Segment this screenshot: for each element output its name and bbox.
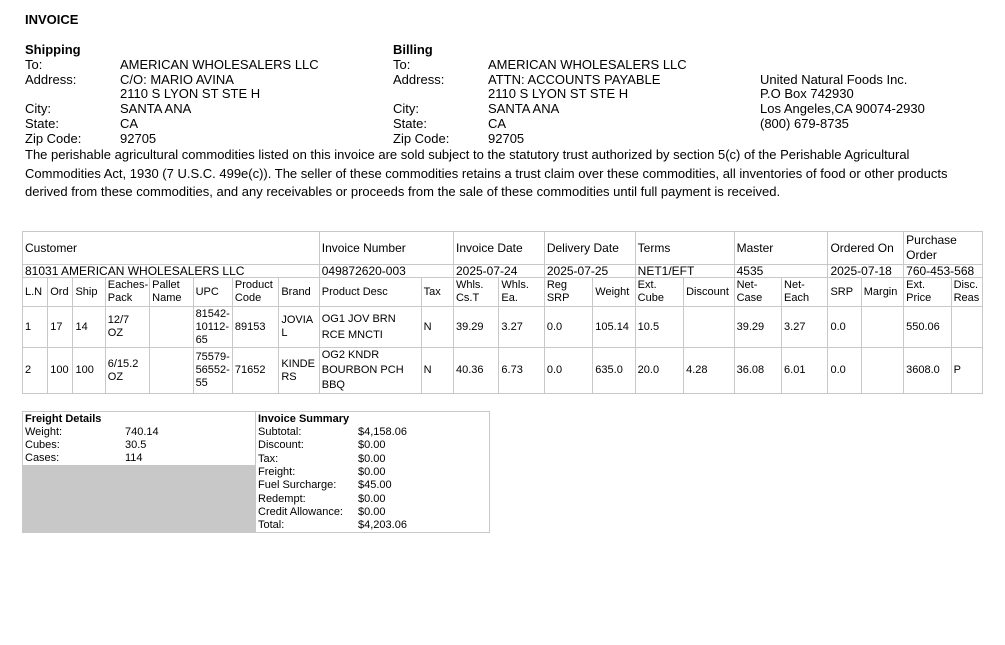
cell-ord: 100: [48, 348, 73, 394]
shipping-state: CA: [120, 116, 139, 131]
col-weight: Weight: [593, 278, 635, 307]
billing-city: SANTA ANA: [488, 101, 560, 116]
cell-net-case: 39.29: [734, 307, 781, 348]
col-whls-ea: Whls. Ea.: [499, 278, 544, 307]
col-discount: Discount: [684, 278, 734, 307]
customer-label: Customer: [23, 232, 320, 265]
col-ship: Ship: [73, 278, 105, 307]
freight-cubes-label: Cubes:: [25, 439, 60, 451]
col-product-desc: Product Desc: [319, 278, 421, 307]
cell-ext-price: 550.06: [904, 307, 951, 348]
cell-net-each: 3.27: [782, 307, 828, 348]
summary-subtotal-label: Subtotal:: [258, 426, 302, 438]
line-items-table: [22, 231, 983, 394]
cell-ship: 100: [73, 348, 105, 394]
cell-whls-cst: 39.29: [453, 307, 498, 348]
col-upc: UPC: [193, 278, 232, 307]
purchase-order-value: 760-453-568: [904, 265, 983, 278]
summary-freight-label: Freight:: [258, 465, 296, 478]
summary-redempt-label: Redempt:: [258, 492, 306, 505]
billing-city-label: City:: [393, 101, 419, 116]
delivery-date-label: Delivery Date: [544, 232, 635, 265]
cell-weight: 105.14: [593, 307, 635, 348]
freight-grey-area: [23, 465, 255, 532]
col-pallet-name: Pallet Name: [150, 278, 193, 307]
cell-reg-srp: 0.0: [544, 348, 592, 394]
billing-address-line2: 2110 S LYON ST STE H: [488, 86, 629, 101]
billing-state: CA: [488, 116, 507, 131]
cell-product-code: 89153: [232, 307, 278, 348]
shipping-zip-label: Zip Code:: [25, 131, 82, 146]
col-tax: Tax: [421, 278, 453, 307]
cell-ln: 1: [23, 307, 48, 348]
shipping-city: SANTA ANA: [120, 101, 192, 116]
master-value: 4535: [734, 265, 828, 278]
summary-total-label: Total:: [258, 519, 285, 532]
cell-margin: [861, 307, 903, 348]
delivery-date-value: 2025-07-25: [544, 265, 635, 278]
seller-address: P.O Box 742930: [760, 86, 854, 101]
summary-tax-value: $0.00: [358, 452, 386, 465]
shipping-zip: 92705: [120, 131, 157, 146]
summary-title: Invoice Summary: [258, 413, 350, 425]
col-whls-cst: Whls. Cs.T: [453, 278, 498, 307]
summary-redempt-value: $0.00: [358, 492, 386, 505]
freight-weight-label: Weight:: [25, 426, 63, 438]
shipping-heading: Shipping: [25, 42, 81, 57]
cell-upc: 75579-56552-55: [193, 348, 232, 394]
cell-net-each: 6.01: [782, 348, 828, 394]
terms-label: Terms: [635, 232, 734, 265]
billing-zip-label: Zip Code:: [393, 131, 450, 146]
cell-whls-ea: 3.27: [499, 307, 544, 348]
cell-whls-cst: 40.36: [453, 348, 498, 394]
cell-eaches-pack: 6/15.2 OZ: [105, 348, 149, 394]
line-item-row: [23, 307, 983, 348]
billing-zip: 92705: [488, 131, 525, 146]
cell-ext-price: 3608.0: [904, 348, 951, 394]
billing-to: AMERICAN WHOLESALERS LLC: [488, 57, 687, 72]
col-net-each: Net-Each: [782, 278, 828, 307]
shipping-address-label: Address:: [25, 72, 77, 87]
cell-discount: 4.28: [684, 348, 734, 394]
invoice-title: INVOICE: [25, 12, 79, 27]
freight-weight: 740.14: [125, 426, 159, 438]
col-srp: SRP: [828, 278, 861, 307]
invoice-number-label: Invoice Number: [319, 232, 453, 265]
ordered-on-value: 2025-07-18: [828, 265, 904, 278]
cell-pallet-name: [150, 307, 193, 348]
col-ext-price: Ext. Price: [904, 278, 951, 307]
col-disc-reas: Disc. Reas: [951, 278, 982, 307]
billing-state-label: State:: [393, 116, 427, 131]
cell-ln: 2: [23, 348, 48, 394]
col-ln: L.N: [23, 278, 48, 307]
seller-phone: (800) 679-8735: [760, 116, 849, 131]
cell-ext-cube: 20.0: [635, 348, 683, 394]
cell-product-desc: OG2 KNDR BOURBON PCH BBQ: [319, 348, 421, 394]
header-value-row: [23, 265, 983, 278]
cell-pallet-name: [150, 348, 193, 394]
col-ext-cube: Ext. Cube: [635, 278, 683, 307]
cell-ext-cube: 10.5: [635, 307, 683, 348]
customer-value: 81031 AMERICAN WHOLESALERS LLC: [23, 265, 320, 278]
summary-tax-label: Tax:: [258, 452, 279, 465]
master-label: Master: [734, 232, 828, 265]
col-eaches-pack: Eaches-Pack: [105, 278, 149, 307]
cell-brand: KINDERS: [279, 348, 319, 394]
invoice-date-label: Invoice Date: [453, 232, 544, 265]
summary-credit-allowance-value: $0.00: [358, 505, 386, 518]
cell-disc-reas: P: [951, 348, 982, 394]
freight-cubes: 30.5: [125, 439, 147, 451]
invoice-date-value: 2025-07-24: [453, 265, 544, 278]
line-item-row: [23, 348, 983, 394]
col-margin: Margin: [861, 278, 903, 307]
cell-eaches-pack: 12/7 OZ: [105, 307, 149, 348]
cell-brand: JOVIAL: [279, 307, 319, 348]
purchase-order-label: Purchase Order: [904, 232, 983, 265]
shipping-address-line2: 2110 S LYON ST STE H: [120, 86, 261, 101]
invoice-summary-box: [255, 411, 490, 533]
cell-product-desc: OG1 JOV BRN RCE MNCTI: [319, 307, 421, 348]
cell-ord: 17: [48, 307, 73, 348]
cell-reg-srp: 0.0: [544, 307, 592, 348]
freight-title: Freight Details: [25, 413, 102, 425]
cell-tax: N: [421, 307, 453, 348]
shipping-to: AMERICAN WHOLESALERS LLC: [120, 57, 319, 72]
billing-address-label: Address:: [393, 72, 445, 87]
col-reg-srp: Reg SRP: [544, 278, 592, 307]
billing-heading: Billing: [393, 42, 433, 57]
seller-name: United Natural Foods Inc.: [760, 72, 908, 87]
cell-weight: 635.0: [593, 348, 635, 394]
summary-credit-allowance-label: Credit Allowance:: [258, 505, 343, 518]
summary-discount-label: Discount:: [258, 439, 304, 452]
billing-address-line1: ATTN: ACCOUNTS PAYABLE: [488, 72, 661, 87]
cell-srp: 0.0: [828, 348, 861, 394]
cell-margin: [861, 348, 903, 394]
summary-fuel-surcharge-value: $45.00: [358, 479, 392, 492]
summary-total-value: $4,203.06: [358, 519, 407, 532]
col-brand: Brand: [279, 278, 319, 307]
header-label-row: [23, 232, 983, 265]
shipping-address-line1: C/O: MARIO AVINA: [120, 72, 234, 87]
seller-city-state-zip: Los Angeles,CA 90074-2930: [760, 101, 925, 116]
col-net-case: Net-Case: [734, 278, 781, 307]
shipping-city-label: City:: [25, 101, 51, 116]
cell-tax: N: [421, 348, 453, 394]
cell-ship: 14: [73, 307, 105, 348]
paca-disclaimer: The perishable agricultural commodities listed on this invoice are sold subject to the statutory trust authorized by section 5(c) of the Perishable Agricultural Commodities Act, 1930 (7 U.S.C. 499e(c)). The seller of these commodities retains a trust claim over these commodities, all inventories of food or other products derived from these commodities, and any receivables or proceeds from the sale of these commodities until full payment is received.: [25, 147, 948, 199]
shipping-state-label: State:: [25, 116, 59, 131]
cell-upc: 81542-10112-65: [193, 307, 232, 348]
col-product-code: Product Code: [232, 278, 278, 307]
invoice-number-value: 049872620-003: [319, 265, 453, 278]
ordered-on-label: Ordered On: [828, 232, 904, 265]
billing-to-label: To:: [393, 57, 411, 72]
cell-srp: 0.0: [828, 307, 861, 348]
cell-net-case: 36.08: [734, 348, 781, 394]
column-header-row: [23, 278, 983, 307]
summary-freight-value: $0.00: [358, 465, 386, 478]
cell-disc-reas: [951, 307, 982, 348]
col-ord: Ord: [48, 278, 73, 307]
shipping-to-label: To:: [25, 57, 43, 72]
cell-discount: [684, 307, 734, 348]
freight-cases-label: Cases:: [25, 452, 60, 464]
summary-discount-value: $0.00: [358, 439, 386, 452]
summary-subtotal-value: $4,158.06: [358, 426, 407, 438]
freight-details-box: [22, 411, 256, 533]
summary-fuel-surcharge-label: Fuel Surcharge:: [258, 479, 337, 492]
freight-cases: 114: [125, 452, 143, 464]
cell-product-code: 71652: [232, 348, 278, 394]
cell-whls-ea: 6.73: [499, 348, 544, 394]
terms-value: NET1/EFT: [635, 265, 734, 278]
